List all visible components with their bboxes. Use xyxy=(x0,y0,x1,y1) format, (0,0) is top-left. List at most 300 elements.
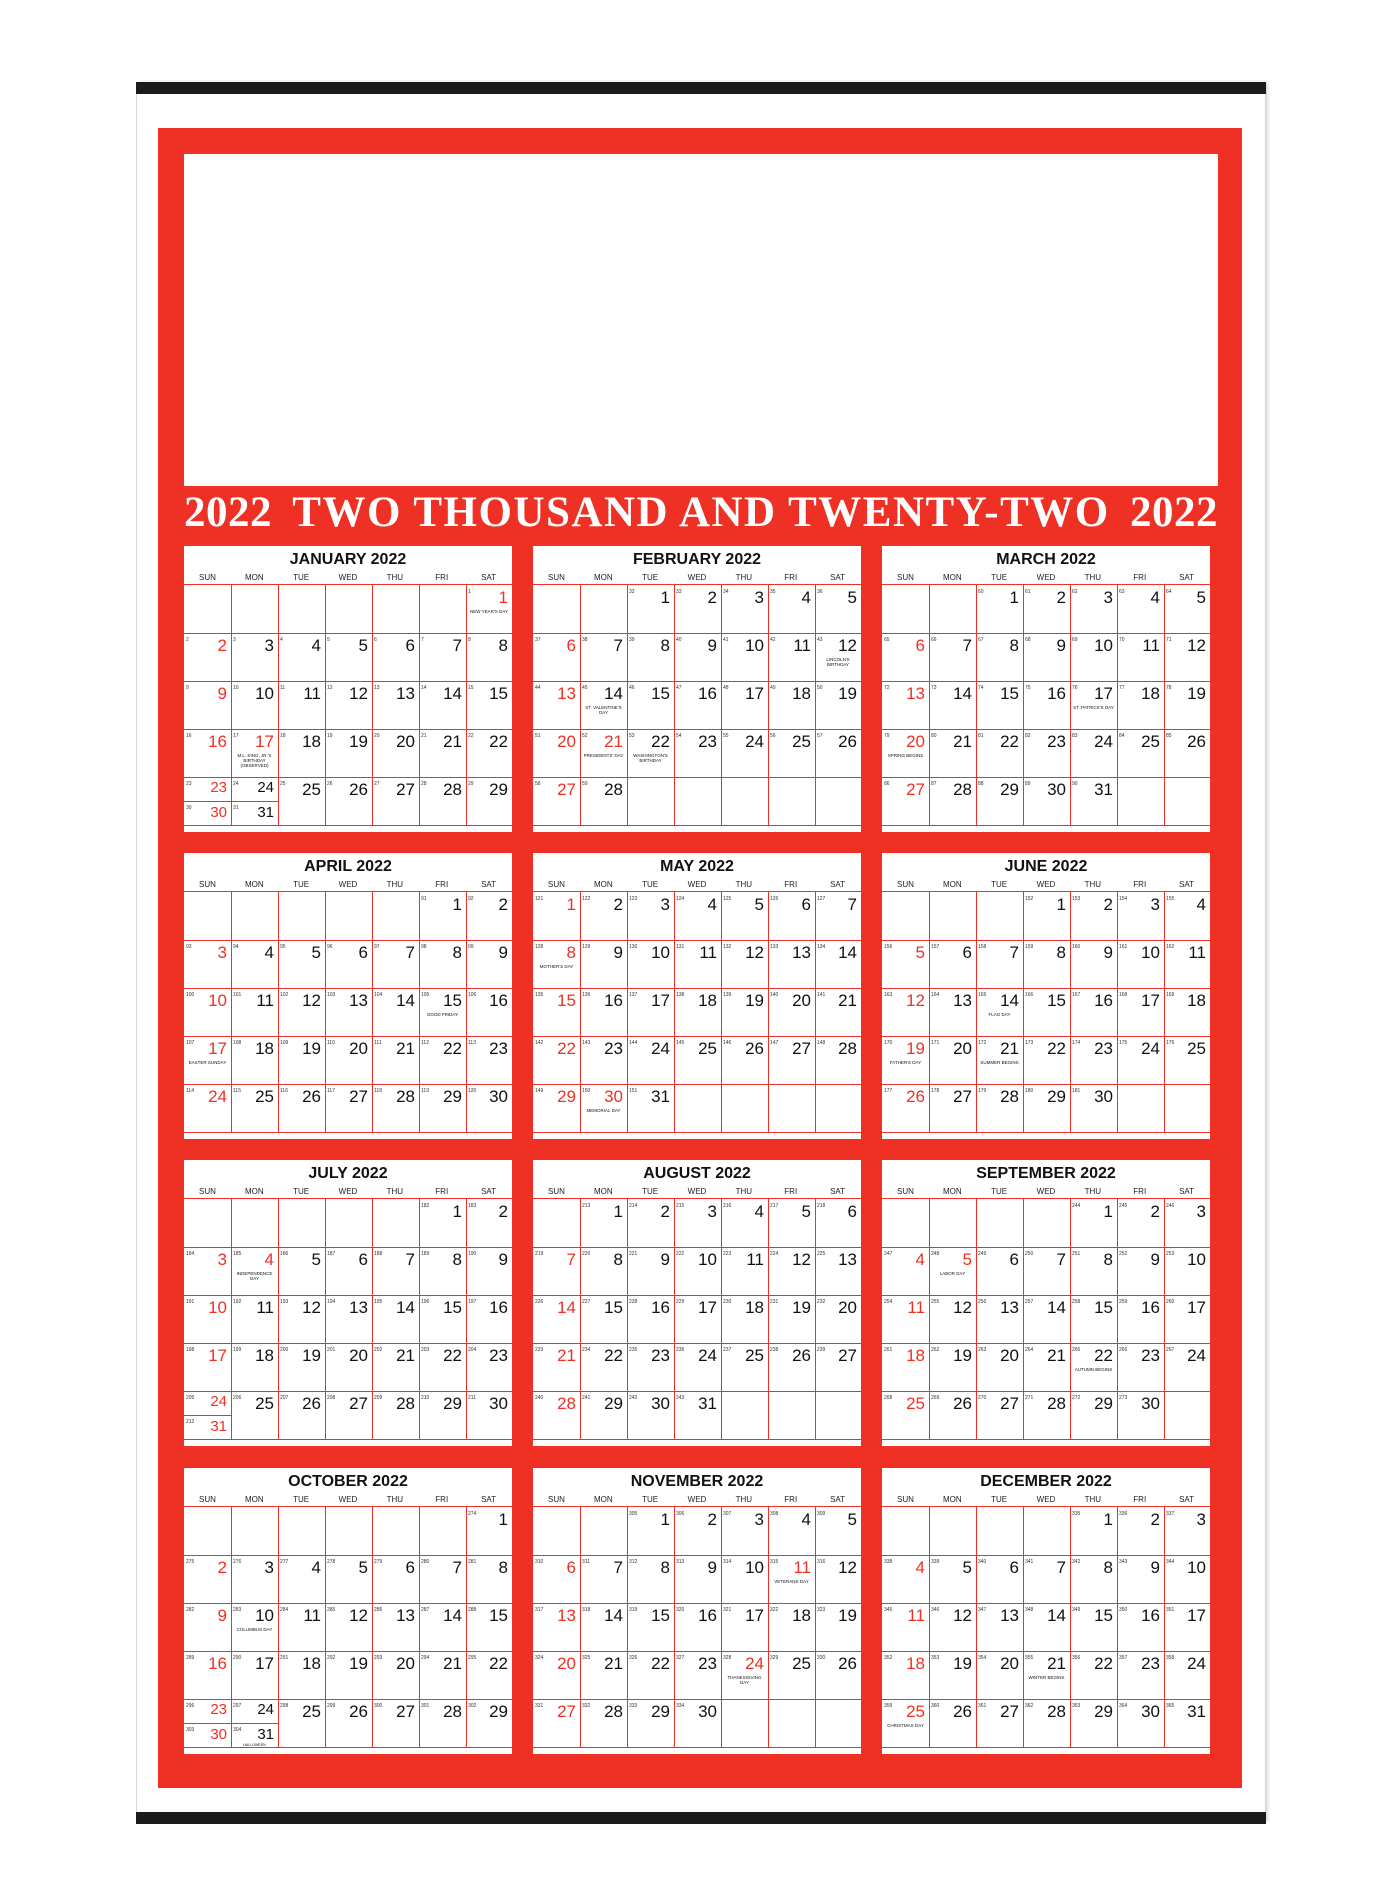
day-of-year: 275 xyxy=(186,1559,195,1565)
day-of-year: 56 xyxy=(770,733,776,739)
day-of-year: 39 xyxy=(629,637,635,643)
day-of-year: 9 xyxy=(186,685,189,691)
day-number: 7 xyxy=(1056,1558,1066,1577)
day-cell xyxy=(627,988,675,1037)
day-of-year: 55 xyxy=(723,733,729,739)
day-of-year: 231 xyxy=(770,1299,779,1305)
day-of-year: 4 xyxy=(280,637,283,643)
day-of-year: 355 xyxy=(1025,1655,1034,1661)
day-of-year: 105 xyxy=(421,992,430,998)
day-cell xyxy=(231,1699,279,1748)
day-cell xyxy=(184,1343,232,1392)
day-number: 18 xyxy=(302,732,321,751)
day-of-year: 21 xyxy=(421,733,427,739)
day-cell xyxy=(815,1699,861,1748)
weekday-label: TUE xyxy=(991,1495,1008,1504)
day-cell xyxy=(1117,1084,1165,1133)
day-cell xyxy=(1070,892,1118,941)
day-cell xyxy=(882,1036,930,1085)
day-cell xyxy=(419,1343,467,1392)
day-of-year: 212 xyxy=(186,1419,195,1425)
day-of-year: 46 xyxy=(629,685,635,691)
day-number: 15 xyxy=(557,991,576,1010)
day-of-year: 220 xyxy=(582,1251,591,1257)
day-of-year: 147 xyxy=(770,1040,779,1046)
day-cell xyxy=(627,1391,675,1440)
day-cell xyxy=(976,1507,1024,1556)
weekday-label: MON xyxy=(593,1495,613,1504)
day-number: 2 xyxy=(1056,588,1066,607)
day-number: 31 xyxy=(257,804,274,821)
day-number: 5 xyxy=(915,943,925,962)
day-number: 9 xyxy=(660,1250,670,1269)
day-cell xyxy=(325,1295,373,1344)
day-number: 22 xyxy=(604,1346,623,1365)
weekday-label: TUE xyxy=(642,1187,659,1196)
weekday-label: SUN xyxy=(198,1187,216,1196)
day-of-year: 151 xyxy=(629,1088,638,1094)
day-number: 3 xyxy=(707,1202,717,1221)
day-number: 19 xyxy=(745,991,764,1010)
day-of-year: 274 xyxy=(468,1511,477,1517)
day-of-year: 38 xyxy=(582,637,588,643)
day-number: 28 xyxy=(838,1039,857,1058)
day-cell xyxy=(976,1084,1024,1133)
holiday-label: MOTHER'S DAY xyxy=(539,964,574,969)
day-number: 28 xyxy=(604,1702,623,1721)
day-cell xyxy=(1164,1084,1210,1133)
day-cell xyxy=(627,1295,675,1344)
day-cell xyxy=(533,585,581,634)
day-cell xyxy=(466,1247,512,1296)
day-of-year: 340 xyxy=(978,1559,987,1565)
day-of-year: 314 xyxy=(723,1559,732,1565)
day-cell xyxy=(580,1343,628,1392)
day-number: 24 xyxy=(1094,732,1113,751)
day-cell xyxy=(372,1555,420,1604)
weekday-header xyxy=(533,572,861,584)
day-cell xyxy=(1164,585,1210,634)
holiday-label: FLAG DAY xyxy=(988,1012,1011,1017)
day-of-year: 65 xyxy=(884,637,890,643)
day-number: 19 xyxy=(838,1606,857,1625)
weekday-label: MON xyxy=(593,573,613,582)
day-number: 10 xyxy=(745,1558,764,1577)
day-number: 12 xyxy=(838,636,857,655)
day-cell xyxy=(466,1343,512,1392)
day-cell xyxy=(1117,681,1165,730)
day-of-year: 26 xyxy=(327,781,333,787)
month-february xyxy=(533,546,861,832)
holiday-label: ST. VALENTINE'S DAY xyxy=(585,705,622,715)
day-cell xyxy=(721,585,769,634)
day-number: 28 xyxy=(396,1394,415,1413)
day-of-year: 148 xyxy=(817,1040,826,1046)
day-of-year: 307 xyxy=(723,1511,732,1517)
day-number: 25 xyxy=(1187,1039,1206,1058)
day-cell xyxy=(533,1343,581,1392)
day-cell xyxy=(325,1651,373,1700)
day-of-year: 296 xyxy=(186,1703,195,1709)
weekday-label: WED xyxy=(687,573,707,582)
day-cell xyxy=(184,729,232,778)
weekday-label: SAT xyxy=(1179,1187,1195,1196)
day-cell xyxy=(580,1084,628,1133)
day-of-year: 14 xyxy=(421,685,427,691)
weekday-header xyxy=(184,572,512,584)
day-number: 3 xyxy=(754,1510,764,1529)
weekday-label: TUE xyxy=(642,880,659,889)
day-number: 7 xyxy=(1056,1250,1066,1269)
day-cell xyxy=(1117,1699,1165,1748)
weekday-label: TUE xyxy=(642,573,659,582)
day-cell xyxy=(721,1651,769,1700)
day-cell xyxy=(325,1391,373,1440)
day-number: 17 xyxy=(255,1654,274,1673)
day-number: 11 xyxy=(793,1558,811,1577)
day-cell xyxy=(627,1084,675,1133)
day-of-year: 40 xyxy=(676,637,682,643)
day-cell xyxy=(580,1651,628,1700)
weekday-label: SAT xyxy=(481,1495,497,1504)
day-of-year: 268 xyxy=(884,1395,893,1401)
day-number: 24 xyxy=(257,779,274,796)
day-cell xyxy=(278,681,326,730)
day-number: 7 xyxy=(847,895,857,914)
day-cell xyxy=(419,585,467,634)
weekday-label: FRI xyxy=(784,1495,798,1504)
weekday-label: FRI xyxy=(435,573,449,582)
day-cell xyxy=(533,1603,581,1652)
day-number: 17 xyxy=(698,1298,717,1317)
day-cell xyxy=(278,1295,326,1344)
day-of-year: 121 xyxy=(535,896,544,902)
holiday-label: FATHER'S DAY xyxy=(889,1060,922,1065)
day-cell xyxy=(1164,1391,1210,1440)
day-of-year: 162 xyxy=(1166,944,1175,950)
day-number: 2 xyxy=(1150,1510,1160,1529)
day-of-year: 134 xyxy=(817,944,826,950)
day-number: 15 xyxy=(1094,1606,1113,1625)
day-of-year: 57 xyxy=(817,733,823,739)
day-cell xyxy=(419,1036,467,1085)
day-number: 11 xyxy=(256,1298,274,1317)
day-of-year: 80 xyxy=(931,733,937,739)
day-cell xyxy=(882,633,930,682)
month-march xyxy=(882,546,1210,832)
day-number: 3 xyxy=(660,895,670,914)
day-of-year: 196 xyxy=(421,1299,430,1305)
month-grid xyxy=(882,891,1210,1132)
day-number: 19 xyxy=(906,1039,925,1058)
month-grid xyxy=(184,1198,512,1439)
day-cell xyxy=(1070,1603,1118,1652)
day-of-year: 86 xyxy=(884,781,890,787)
day-number: 22 xyxy=(651,1654,670,1673)
day-cell xyxy=(815,988,861,1037)
day-number: 25 xyxy=(698,1039,717,1058)
day-number: 26 xyxy=(1187,732,1206,751)
day-of-year: 214 xyxy=(629,1203,638,1209)
day-of-year: 303 xyxy=(186,1727,195,1733)
day-of-year: 158 xyxy=(978,944,987,950)
day-number: 15 xyxy=(604,1298,623,1317)
day-cell xyxy=(627,585,675,634)
day-number: 14 xyxy=(443,1606,462,1625)
day-of-year: 259 xyxy=(1119,1299,1128,1305)
day-number: 30 xyxy=(489,1087,508,1106)
day-number: 24 xyxy=(210,1393,227,1410)
day-cell xyxy=(231,1036,279,1085)
weekday-label: TUE xyxy=(293,1187,310,1196)
day-number: 11 xyxy=(699,943,717,962)
day-number: 7 xyxy=(613,636,623,655)
day-cell xyxy=(1164,1699,1210,1748)
month-may xyxy=(533,853,861,1139)
day-cell xyxy=(466,988,512,1037)
day-of-year: 203 xyxy=(421,1347,430,1353)
day-cell xyxy=(184,988,232,1037)
day-of-year: 109 xyxy=(280,1040,289,1046)
day-number: 3 xyxy=(1150,895,1160,914)
day-cell xyxy=(1117,585,1165,634)
day-cell xyxy=(533,940,581,989)
day-cell xyxy=(466,1603,512,1652)
day-number: 29 xyxy=(443,1394,462,1413)
day-cell xyxy=(815,892,861,941)
day-number: 26 xyxy=(906,1087,925,1106)
day-of-year: 184 xyxy=(186,1251,195,1257)
weekday-label: TUE xyxy=(642,1495,659,1504)
day-cell xyxy=(929,585,977,634)
day-of-year: 93 xyxy=(186,944,192,950)
weekday-label: FRI xyxy=(784,1187,798,1196)
day-of-year: 316 xyxy=(817,1559,826,1565)
day-number: 8 xyxy=(452,1250,462,1269)
day-of-year: 283 xyxy=(233,1607,242,1613)
day-number: 28 xyxy=(1000,1087,1019,1106)
day-cell xyxy=(815,1199,861,1248)
weekday-label: WED xyxy=(338,880,358,889)
day-cell xyxy=(533,1651,581,1700)
day-cell xyxy=(533,729,581,778)
day-of-year: 83 xyxy=(1072,733,1078,739)
day-cell xyxy=(1164,1199,1210,1248)
day-of-year: 142 xyxy=(535,1040,544,1046)
day-cell xyxy=(466,1391,512,1440)
day-of-year: 17 xyxy=(233,733,239,739)
day-cell xyxy=(627,729,675,778)
day-number: 15 xyxy=(489,1606,508,1625)
day-of-year: 352 xyxy=(884,1655,893,1661)
day-cell xyxy=(929,1036,977,1085)
day-of-year: 261 xyxy=(884,1347,893,1353)
day-of-year: 265 xyxy=(1072,1347,1081,1353)
day-cell xyxy=(184,585,232,634)
day-of-year: 163 xyxy=(884,992,893,998)
day-cell xyxy=(815,1555,861,1604)
weekday-label: FRI xyxy=(1133,880,1147,889)
day-number: 28 xyxy=(443,780,462,799)
weekday-label: SUN xyxy=(198,1495,216,1504)
day-of-year: 90 xyxy=(1072,781,1078,787)
day-number: 12 xyxy=(792,1250,811,1269)
day-number: 25 xyxy=(792,1654,811,1673)
day-cell xyxy=(372,1343,420,1392)
weekday-header xyxy=(184,879,512,891)
day-of-year: 345 xyxy=(884,1607,893,1613)
day-number: 15 xyxy=(489,684,508,703)
day-of-year: 139 xyxy=(723,992,732,998)
weekday-label: WED xyxy=(687,1187,707,1196)
day-of-year: 358 xyxy=(1166,1655,1175,1661)
day-cell xyxy=(325,1507,373,1556)
day-number: 18 xyxy=(792,1606,811,1625)
day-of-year: 130 xyxy=(629,944,638,950)
day-number: 14 xyxy=(557,1298,576,1317)
holiday-label: SUMMER BEGINS xyxy=(980,1060,1019,1065)
day-of-year: 217 xyxy=(770,1203,779,1209)
day-number: 31 xyxy=(1187,1702,1206,1721)
day-number: 13 xyxy=(1000,1606,1019,1625)
day-cell xyxy=(1070,1247,1118,1296)
day-number: 6 xyxy=(915,636,925,655)
month-september xyxy=(882,1160,1210,1446)
day-of-year: 54 xyxy=(676,733,682,739)
weekday-label: SAT xyxy=(830,1495,846,1504)
day-number: 10 xyxy=(208,1298,227,1317)
day-number: 16 xyxy=(1141,1606,1160,1625)
day-cell xyxy=(231,1295,279,1344)
day-cell xyxy=(466,1651,512,1700)
day-of-year: 18 xyxy=(280,733,286,739)
day-of-year: 357 xyxy=(1119,1655,1128,1661)
day-cell xyxy=(419,633,467,682)
day-cell xyxy=(325,940,373,989)
weekday-label: FRI xyxy=(435,880,449,889)
day-of-year: 194 xyxy=(327,1299,336,1305)
day-cell xyxy=(1023,1555,1071,1604)
day-cell xyxy=(184,892,232,941)
day-cell xyxy=(231,633,279,682)
day-cell xyxy=(929,892,977,941)
day-cell xyxy=(1164,1507,1210,1556)
day-cell xyxy=(674,1295,722,1344)
weekday-label: SAT xyxy=(830,880,846,889)
day-cell xyxy=(929,1555,977,1604)
day-cell xyxy=(1070,988,1118,1037)
day-cell xyxy=(231,1391,279,1440)
day-cell xyxy=(815,681,861,730)
day-of-year: 117 xyxy=(327,1088,335,1094)
day-of-year: 3 xyxy=(233,637,236,643)
day-cell xyxy=(372,892,420,941)
day-number: 20 xyxy=(1000,1654,1019,1673)
day-number: 4 xyxy=(264,1250,274,1269)
day-of-year: 293 xyxy=(374,1655,383,1661)
day-cell xyxy=(372,1507,420,1556)
day-cell xyxy=(721,1555,769,1604)
day-number: 26 xyxy=(953,1394,972,1413)
day-cell xyxy=(674,729,722,778)
day-number: 6 xyxy=(566,636,576,655)
day-of-year: 154 xyxy=(1119,896,1128,902)
day-cell xyxy=(882,1391,930,1440)
day-cell xyxy=(419,1295,467,1344)
day-cell xyxy=(768,1651,816,1700)
day-number: 30 xyxy=(651,1394,670,1413)
day-cell xyxy=(768,940,816,989)
day-of-year: 251 xyxy=(1072,1251,1081,1257)
day-of-year: 53 xyxy=(629,733,635,739)
day-of-year: 62 xyxy=(1072,589,1078,595)
day-of-year: 173 xyxy=(1025,1040,1034,1046)
day-number: 18 xyxy=(1187,991,1206,1010)
day-cell xyxy=(325,1603,373,1652)
day-cell xyxy=(674,940,722,989)
month-title: JUNE 2022 xyxy=(1004,858,1088,875)
day-number: 27 xyxy=(1000,1394,1019,1413)
day-cell xyxy=(466,1199,512,1248)
day-of-year: 89 xyxy=(1025,781,1031,787)
day-of-year: 200 xyxy=(280,1347,289,1353)
day-number: 26 xyxy=(349,780,368,799)
day-number: 3 xyxy=(264,1558,274,1577)
day-number: 28 xyxy=(1047,1394,1066,1413)
day-number: 15 xyxy=(651,1606,670,1625)
day-of-year: 257 xyxy=(1025,1299,1034,1305)
day-number: 12 xyxy=(302,991,321,1010)
day-cell xyxy=(882,1343,930,1392)
holiday-label: LABOR DAY xyxy=(939,1271,966,1276)
day-cell xyxy=(929,681,977,730)
day-of-year: 278 xyxy=(327,1559,336,1565)
day-of-year: 349 xyxy=(1072,1607,1081,1613)
month-grid xyxy=(184,584,512,825)
month-title: NOVEMBER 2022 xyxy=(630,1473,764,1490)
holiday-label: ST. PATRICK'S DAY xyxy=(1073,705,1114,710)
day-of-year: 354 xyxy=(978,1655,987,1661)
day-of-year: 82 xyxy=(1025,733,1031,739)
day-of-year: 223 xyxy=(723,1251,732,1257)
day-cell xyxy=(1023,1199,1071,1248)
day-number: 25 xyxy=(792,732,811,751)
day-of-year: 23 xyxy=(186,781,192,787)
day-of-year: 7 xyxy=(421,637,424,643)
day-cell xyxy=(627,1699,675,1748)
day-cell xyxy=(768,1699,816,1748)
day-number: 10 xyxy=(651,943,670,962)
day-cell xyxy=(929,1699,977,1748)
day-of-year: 85 xyxy=(1166,733,1172,739)
day-of-year: 45 xyxy=(582,685,588,691)
day-number: 30 xyxy=(604,1087,623,1106)
day-cell xyxy=(882,1247,930,1296)
day-of-year: 319 xyxy=(629,1607,638,1613)
day-cell xyxy=(1023,1295,1071,1344)
day-number: 29 xyxy=(604,1394,623,1413)
holiday-label: NEW YEAR'S DAY xyxy=(470,609,508,614)
day-cell xyxy=(184,777,232,826)
day-number: 1 xyxy=(1056,895,1066,914)
day-number: 26 xyxy=(953,1702,972,1721)
day-number: 21 xyxy=(604,732,623,751)
day-cell xyxy=(721,1036,769,1085)
day-number: 2 xyxy=(217,1558,227,1577)
day-of-year: 143 xyxy=(582,1040,591,1046)
day-of-year: 138 xyxy=(676,992,685,998)
day-of-year: 27 xyxy=(374,781,380,787)
